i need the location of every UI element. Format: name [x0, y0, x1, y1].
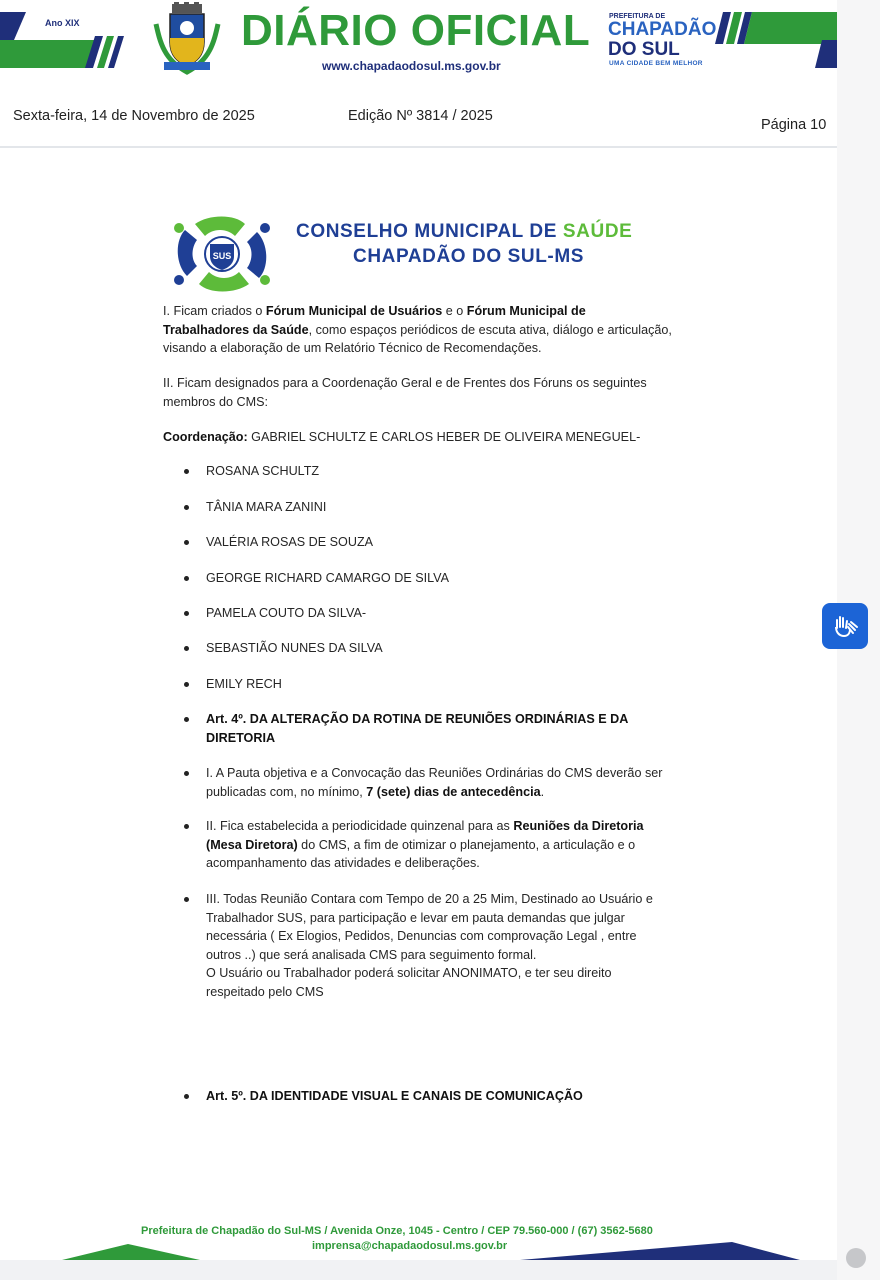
masthead: [0, 0, 837, 80]
prefeitura-label: PREFEITURA DE: [609, 13, 666, 20]
coordination-line: Coordenação: GABRIEL SCHULTZ E CARLOS HEBER DE OLIVEIRA MENEGUEL-: [163, 430, 641, 444]
hands-icon: [831, 612, 859, 640]
bullet-marker: [184, 576, 189, 581]
bullet-marker: [184, 646, 189, 651]
member-item: VALÉRIA ROSAS DE SOUZA: [206, 535, 374, 549]
footer-email[interactable]: imprensa@chapadaodosul.ms.gov.br: [312, 1240, 508, 1252]
member-item: SEBASTIÃO NUNES DA SILVA: [206, 641, 383, 655]
sus-logo-text: SUS: [212, 251, 232, 261]
newspaper-title: DIÁRIO OFICIAL: [241, 6, 591, 55]
council-title-line1: CONSELHO MUNICIPAL DE SAÚDE: [296, 221, 633, 242]
council-title-line2: CHAPADÃO DO SUL-MS: [353, 246, 585, 267]
city-crest-icon: [150, 2, 224, 76]
member-item: ROSANA SCHULTZ: [206, 464, 320, 478]
bullet-marker: [184, 1094, 189, 1099]
edition-number: Edição Nº 3814 / 2025: [348, 108, 493, 124]
city-name-line1: CHAPADÃO: [608, 19, 717, 40]
sign-language-accessibility-button[interactable]: [822, 603, 868, 649]
member-item: EMILY RECH: [206, 677, 282, 691]
member-item: GEORGE RICHARD CAMARGO DE SILVA: [206, 571, 450, 585]
article-4-item-1: I. A Pauta objetiva e a Convocação das Reuniões Ordinárias do CMS deverão ser publicadas com, no mínimo, 7 (sete) dias de antecedência.: [206, 766, 663, 799]
page-number: Página 10: [761, 117, 827, 133]
bullet-marker: [184, 824, 189, 829]
health-council-logo-icon: [165, 214, 279, 294]
cookie-settings-icon[interactable]: [846, 1248, 866, 1268]
city-motto: UMA CIDADE BEM MELHOR: [609, 60, 703, 67]
footer-stripes: [0, 1236, 837, 1260]
issue-date: Sexta-feira, 14 de Novembro de 2025: [13, 108, 255, 124]
bullet-marker: [184, 682, 189, 687]
bullet-marker: [184, 717, 189, 722]
bullet-marker: [184, 897, 189, 902]
member-item: TÂNIA MARA ZANINI: [206, 500, 327, 514]
member-item: PAMELA COUTO DA SILVA-: [206, 606, 367, 620]
city-name-line2: DO SUL: [608, 39, 680, 60]
paragraph-designations: II. Ficam designados para a Coordenação Geral e de Frentes dos Fóruns os seguintes membros do CMS:: [163, 376, 647, 409]
bullet-marker: [184, 505, 189, 510]
article-5-heading: Art. 5º. DA IDENTIDADE VISUAL E CANAIS DE COMUNICAÇÃO: [206, 1089, 583, 1103]
footer-address: Prefeitura de Chapadão do Sul-MS / Avenida Onze, 1045 - Centro / CEP 79.560-000 / (67) 3562-5680: [141, 1225, 653, 1237]
bullet-marker: [184, 611, 189, 616]
website-link[interactable]: www.chapadaodosul.ms.gov.br: [322, 59, 501, 73]
bullet-marker: [184, 771, 189, 776]
article-4-item-2: II. Fica estabelecida a periodicidade quinzenal para as Reuniões da Diretoria (Mesa Diretora) do CMS, a fim de otimizar o planejamento, a articulação e o acompanhamento das atividades e deliberações.: [206, 819, 644, 871]
article-4-heading: Art. 4º. DA ALTERAÇÃO DA ROTINA DE REUNIÕES ORDINÁRIAS E DA DIRETORIA: [206, 712, 629, 745]
paragraph-forums: I. Ficam criados o Fórum Municipal de Usuários e o Fórum Municipal de Trabalhadores da Saúde, como espaços periódicos de escuta ativa, diálogo e articulação, visando a elaboração de um Relatório Técnico de Recomendações.: [163, 304, 672, 356]
article-4-item-3: III. Todas Reunião Contara com Tempo de 20 a 25 Mim, Destinado ao Usuário e Trabalhador SUS, para participação e levar em pauta demandas que julgar necessária ( Ex Elogios, Pedidos, Denuncias com comprovação Legal , entre outros ..) que será analisada CMS para seguimento formal. O Usuário ou Trabalhador poderá solicitar ANONIMATO, e ter seu direito respeitado pelo CMS: [206, 892, 653, 999]
volume-label: Ano XIX: [45, 18, 80, 28]
bullet-marker: [184, 540, 189, 545]
header-divider: [0, 146, 837, 148]
bullet-marker: [184, 469, 189, 474]
